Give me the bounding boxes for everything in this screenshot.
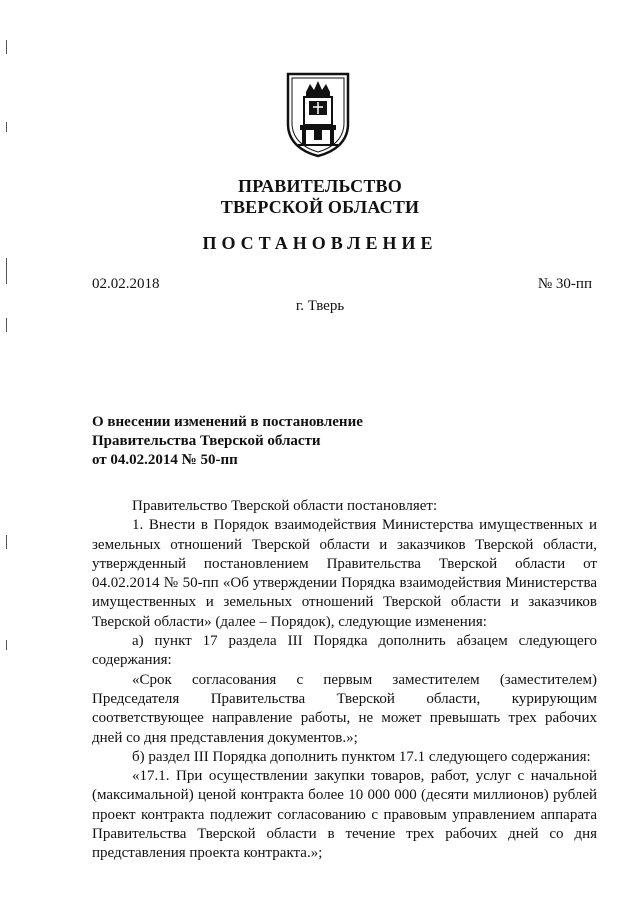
body-paragraph: Правительство Тверской области постановляет:	[132, 498, 438, 514]
document-date: 02.02.2018	[92, 276, 160, 292]
scan-edge-mark	[6, 40, 7, 54]
body-paragraph: б) раздел III Порядка дополнить пунктом 17.1 следующего содержания:	[132, 748, 591, 765]
body-paragraph: «17.1. При осуществлении закупки товаров, работ, услуг с начальной (максимальной) ценой контракта более 10 000 000 (десяти миллионов) рублей проект контракта подлежит согласованию с правовым управлением аппарата Правительства Тверской области в течение трех рабочих дней со дня представления проекта контракта.»;	[92, 768, 597, 862]
document-number: № 30-пп	[537, 276, 592, 292]
body-paragraph: «Срок согласования с первым заместителем (заместителем) Председателя Правительства Тверской области, курирующим соответствующее направление работы, не может превышать трех рабочих дней со дня представления документов.»;	[92, 671, 597, 746]
document-city: г. Тверь	[295, 298, 345, 314]
scan-edge-mark	[6, 122, 7, 132]
document-type-title: ПОСТАНОВЛЕНИЕ	[202, 233, 438, 253]
subject-line: О внесении изменений в постановление	[92, 414, 363, 430]
scan-edge-mark	[6, 535, 7, 549]
organization-name-line2: ТВЕРСКОЙ ОБЛАСТИ	[220, 197, 420, 217]
subject-line: от 04.02.2014 № 50-пп	[92, 452, 238, 468]
document-subject	[92, 413, 363, 470]
body-paragraph: а) пункт 17 раздела III Порядка дополнить абзацем следующего содержания:	[92, 633, 597, 669]
body-paragraph: 1. Внести в Порядок взаимодействия Министерства имущественных и земельных отношений Тверской области и заказчиков Тверской области, утвержденный постановлением Правительства Тверской области от 04.02.2014 № 50-пп «Об утверждении Порядка взаимодействия Министерства имущественных и земельных отношений Тверской области и заказчиков Тверской области» (далее – Порядок), следующие изменения:	[92, 517, 597, 630]
document-body	[92, 497, 597, 864]
organization-name-line1: ПРАВИТЕЛЬСТВО	[238, 176, 402, 196]
coat-of-arms-icon	[284, 70, 352, 158]
scan-edge-mark	[6, 318, 7, 332]
scan-edge-mark	[6, 258, 7, 284]
subject-line: Правительства Тверской области	[92, 433, 321, 449]
scan-edge-mark	[6, 640, 7, 650]
